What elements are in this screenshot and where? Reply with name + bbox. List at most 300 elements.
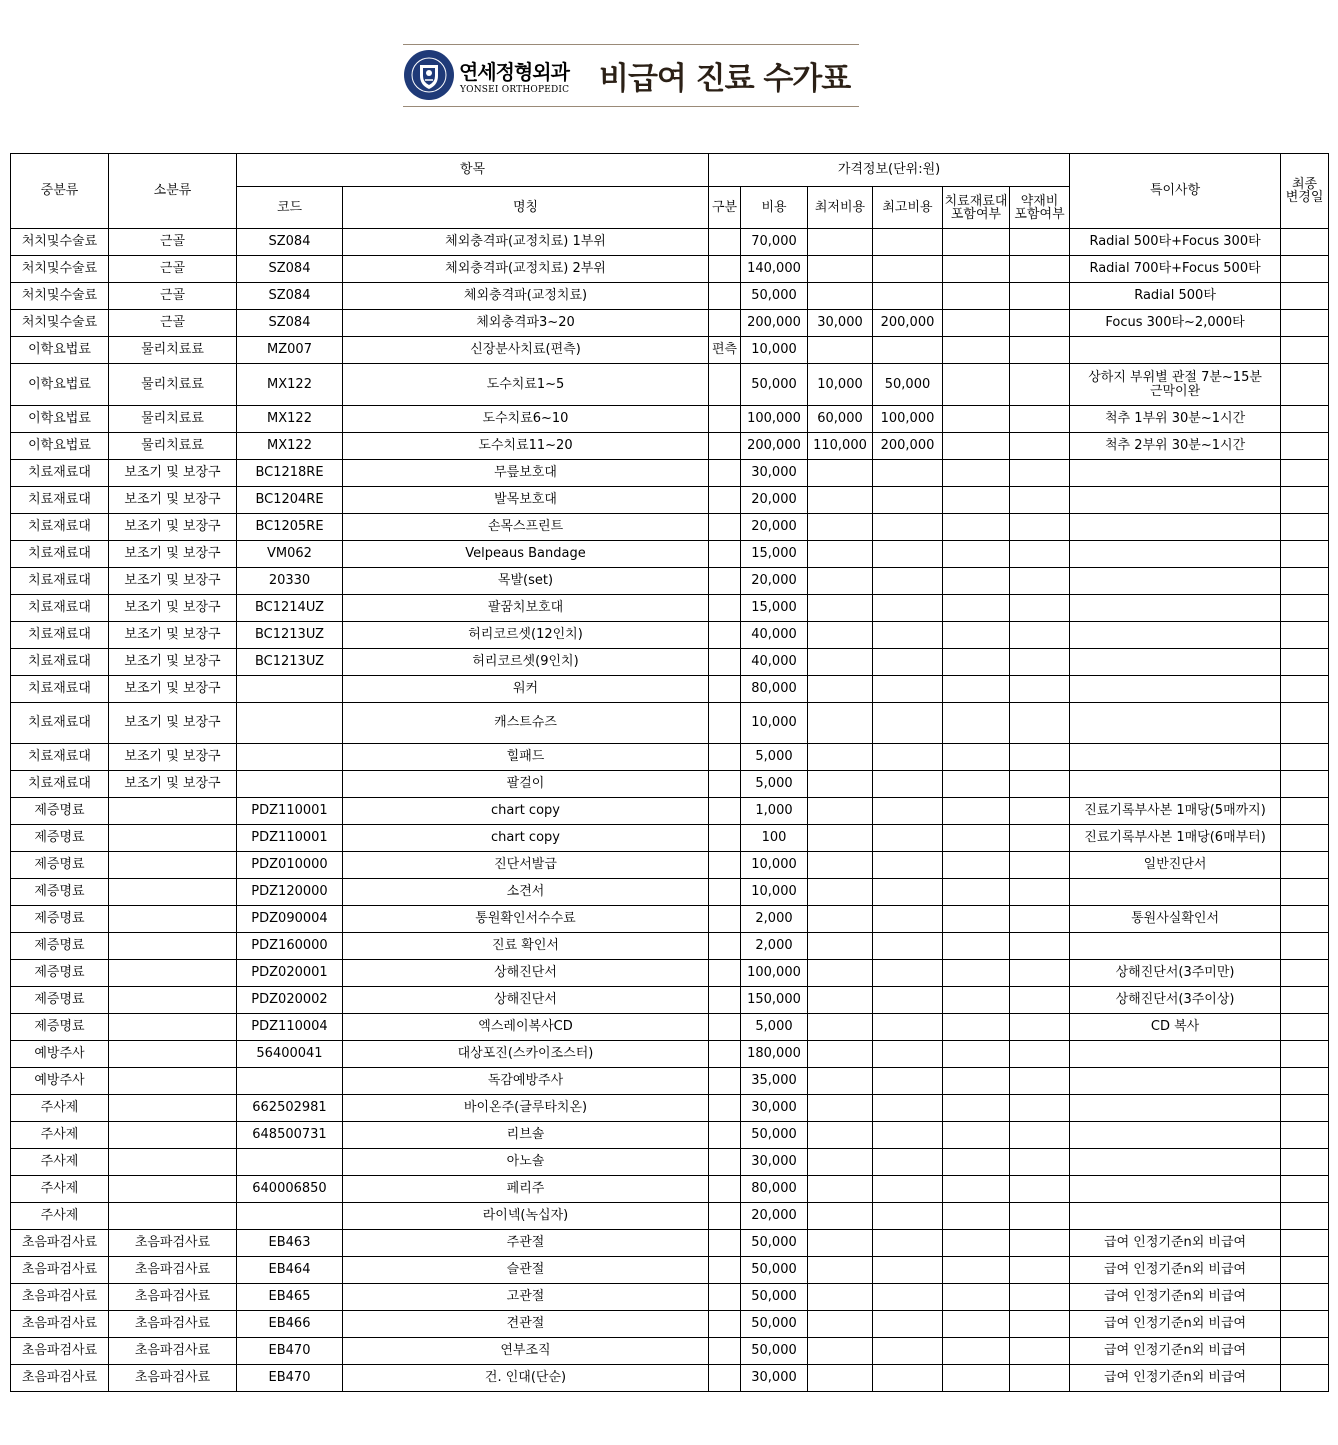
name-cell: 엑스레이복사CD <box>343 1014 709 1041</box>
material-included-cell <box>943 1041 1010 1068</box>
table-row <box>11 487 1329 514</box>
special-note-cell: Radial 700타+Focus 500타 <box>1070 256 1281 283</box>
sub-category-cell: 보조기 및 보장구 <box>109 487 237 514</box>
max-cost-cell <box>873 649 943 676</box>
special-note-cell: 상하지 부위별 관절 7분~15분 근막이완 <box>1070 364 1281 406</box>
code-cell: 640006850 <box>237 1176 343 1203</box>
drug-included-cell <box>1010 1338 1070 1365</box>
code-cell: 648500731 <box>237 1122 343 1149</box>
name-cell: 팔꿈치보호대 <box>343 595 709 622</box>
special-note-cell <box>1070 771 1281 798</box>
special-note-cell <box>1070 1149 1281 1176</box>
cost-cell: 100 <box>741 825 808 852</box>
special-note-cell: 급여 인정기준n외 비급여 <box>1070 1257 1281 1284</box>
drug-included-cell <box>1010 744 1070 771</box>
cost-cell: 1,000 <box>741 798 808 825</box>
cost-cell: 10,000 <box>741 852 808 879</box>
material-included-cell <box>943 1203 1010 1230</box>
code-cell: EB465 <box>237 1284 343 1311</box>
table-row <box>11 1311 1329 1338</box>
division-cell <box>709 514 741 541</box>
drug-included-cell <box>1010 460 1070 487</box>
cost-cell: 50,000 <box>741 283 808 310</box>
name-cell: 힐패드 <box>343 744 709 771</box>
division-cell <box>709 283 741 310</box>
material-included-cell <box>943 1311 1010 1338</box>
table-row <box>11 310 1329 337</box>
last-changed-cell <box>1281 310 1329 337</box>
code-cell: PDZ160000 <box>237 933 343 960</box>
drug-included-cell <box>1010 364 1070 406</box>
code-cell: PDZ020002 <box>237 987 343 1014</box>
sub-category-cell <box>109 1014 237 1041</box>
code-cell: SZ084 <box>237 229 343 256</box>
material-included-cell <box>943 960 1010 987</box>
material-included-cell <box>943 649 1010 676</box>
code-cell: EB470 <box>237 1365 343 1392</box>
sub-category-cell <box>109 852 237 879</box>
mid-category-cell: 처치및수술료 <box>11 256 109 283</box>
page-title: 비급여 진료 수가표 <box>599 61 851 97</box>
min-cost-cell: 30,000 <box>808 310 873 337</box>
special-note-cell <box>1070 622 1281 649</box>
drug-included-cell <box>1010 256 1070 283</box>
header-sub-category: 소분류 <box>109 154 237 229</box>
table-row <box>11 1095 1329 1122</box>
min-cost-cell <box>808 1257 873 1284</box>
material-included-cell <box>943 256 1010 283</box>
special-note-cell <box>1070 676 1281 703</box>
max-cost-cell <box>873 622 943 649</box>
max-cost-cell <box>873 337 943 364</box>
sub-category-cell: 물리치료료 <box>109 406 237 433</box>
sub-category-cell <box>109 1095 237 1122</box>
last-changed-cell <box>1281 229 1329 256</box>
drug-included-cell <box>1010 676 1070 703</box>
name-cell: 진단서발급 <box>343 852 709 879</box>
min-cost-cell <box>808 1203 873 1230</box>
division-cell <box>709 879 741 906</box>
name-cell: 페리주 <box>343 1176 709 1203</box>
max-cost-cell <box>873 1176 943 1203</box>
code-cell: MX122 <box>237 364 343 406</box>
special-note-cell: Focus 300타~2,000타 <box>1070 310 1281 337</box>
last-changed-cell <box>1281 1284 1329 1311</box>
special-note-cell <box>1070 514 1281 541</box>
sub-category-cell: 보조기 및 보장구 <box>109 568 237 595</box>
table-row <box>11 798 1329 825</box>
drug-included-cell <box>1010 825 1070 852</box>
name-cell: 체외충격파(교정치료) 2부위 <box>343 256 709 283</box>
mid-category-cell: 처치및수술료 <box>11 283 109 310</box>
mid-category-cell: 제증명료 <box>11 798 109 825</box>
mid-category-cell: 주사제 <box>11 1176 109 1203</box>
special-note-cell <box>1070 1095 1281 1122</box>
code-cell <box>237 703 343 744</box>
code-cell: MZ007 <box>237 337 343 364</box>
last-changed-cell <box>1281 514 1329 541</box>
cost-cell: 30,000 <box>741 460 808 487</box>
min-cost-cell <box>808 879 873 906</box>
name-cell: 상해진단서 <box>343 960 709 987</box>
material-included-cell <box>943 1176 1010 1203</box>
max-cost-cell <box>873 933 943 960</box>
sub-category-cell <box>109 825 237 852</box>
name-cell: 캐스트슈즈 <box>343 703 709 744</box>
max-cost-cell <box>873 283 943 310</box>
drug-included-cell <box>1010 514 1070 541</box>
material-included-cell <box>943 541 1010 568</box>
max-cost-cell <box>873 1041 943 1068</box>
cost-cell: 20,000 <box>741 487 808 514</box>
max-cost-cell <box>873 987 943 1014</box>
cost-cell: 30,000 <box>741 1365 808 1392</box>
code-cell: PDZ110004 <box>237 1014 343 1041</box>
min-cost-cell <box>808 744 873 771</box>
code-cell: 20330 <box>237 568 343 595</box>
table-row <box>11 676 1329 703</box>
sub-category-cell: 보조기 및 보장구 <box>109 771 237 798</box>
last-changed-cell <box>1281 622 1329 649</box>
mid-category-cell: 예방주사 <box>11 1068 109 1095</box>
code-cell <box>237 676 343 703</box>
header-special-notes: 특이사항 <box>1070 154 1281 229</box>
material-included-cell <box>943 744 1010 771</box>
material-included-cell <box>943 433 1010 460</box>
min-cost-cell <box>808 1338 873 1365</box>
name-cell: 통원확인서수수료 <box>343 906 709 933</box>
drug-included-cell <box>1010 595 1070 622</box>
name-cell: 주관절 <box>343 1230 709 1257</box>
code-cell <box>237 1203 343 1230</box>
drug-included-cell <box>1010 229 1070 256</box>
material-included-cell <box>943 622 1010 649</box>
last-changed-cell <box>1281 744 1329 771</box>
sub-category-cell: 보조기 및 보장구 <box>109 622 237 649</box>
drug-included-cell <box>1010 933 1070 960</box>
min-cost-cell <box>808 798 873 825</box>
drug-included-cell <box>1010 622 1070 649</box>
min-cost-cell <box>808 283 873 310</box>
special-note-cell <box>1070 649 1281 676</box>
name-cell: 체외충격파3~20 <box>343 310 709 337</box>
last-changed-cell <box>1281 852 1329 879</box>
cost-cell: 40,000 <box>741 622 808 649</box>
table-row <box>11 406 1329 433</box>
mid-category-cell: 예방주사 <box>11 1041 109 1068</box>
header-price-info: 가격정보(단위:원) <box>709 154 1070 187</box>
table-row <box>11 622 1329 649</box>
division-cell <box>709 433 741 460</box>
last-changed-cell <box>1281 595 1329 622</box>
drug-included-cell <box>1010 310 1070 337</box>
material-included-cell <box>943 364 1010 406</box>
table-row <box>11 987 1329 1014</box>
min-cost-cell: 10,000 <box>808 364 873 406</box>
special-note-cell: 진료기록부사본 1매당(5매까지) <box>1070 798 1281 825</box>
mid-category-cell: 제증명료 <box>11 825 109 852</box>
max-cost-cell <box>873 1149 943 1176</box>
last-changed-cell <box>1281 1257 1329 1284</box>
header-material-included: 치료재료대 포함여부 <box>943 187 1010 229</box>
table-row <box>11 960 1329 987</box>
cost-cell: 80,000 <box>741 676 808 703</box>
min-cost-cell <box>808 541 873 568</box>
sub-category-cell: 초음파검사료 <box>109 1230 237 1257</box>
header-name: 명칭 <box>343 187 709 229</box>
min-cost-cell <box>808 906 873 933</box>
table-row <box>11 1041 1329 1068</box>
code-cell <box>237 771 343 798</box>
special-note-cell: 척추 2부위 30분~1시간 <box>1070 433 1281 460</box>
yonsei-emblem-logo <box>403 49 455 101</box>
cost-cell: 2,000 <box>741 933 808 960</box>
material-included-cell <box>943 1257 1010 1284</box>
header-cost: 비용 <box>741 187 808 229</box>
table-row <box>11 229 1329 256</box>
division-cell <box>709 568 741 595</box>
division-cell <box>709 771 741 798</box>
table-row <box>11 283 1329 310</box>
special-note-cell: 급여 인정기준n외 비급여 <box>1070 1284 1281 1311</box>
max-cost-cell <box>873 1203 943 1230</box>
table-row <box>11 1365 1329 1392</box>
max-cost-cell <box>873 798 943 825</box>
mid-category-cell: 이학요법료 <box>11 337 109 364</box>
division-cell <box>709 649 741 676</box>
last-changed-cell <box>1281 825 1329 852</box>
name-cell: 라이넥(녹십자) <box>343 1203 709 1230</box>
sub-category-cell: 초음파검사료 <box>109 1284 237 1311</box>
division-cell <box>709 1203 741 1230</box>
division-cell <box>709 1230 741 1257</box>
mid-category-cell: 치료재료대 <box>11 703 109 744</box>
name-cell: 바이온주(글루타치온) <box>343 1095 709 1122</box>
sub-category-cell: 물리치료료 <box>109 364 237 406</box>
mid-category-cell: 제증명료 <box>11 879 109 906</box>
sub-category-cell: 초음파검사료 <box>109 1365 237 1392</box>
max-cost-cell <box>873 256 943 283</box>
division-cell <box>709 744 741 771</box>
table-row <box>11 771 1329 798</box>
sub-category-cell: 초음파검사료 <box>109 1311 237 1338</box>
header-code: 코드 <box>237 187 343 229</box>
drug-included-cell <box>1010 879 1070 906</box>
cost-cell: 150,000 <box>741 987 808 1014</box>
special-note-cell: 급여 인정기준n외 비급여 <box>1070 1338 1281 1365</box>
sub-category-cell <box>109 879 237 906</box>
division-cell <box>709 1257 741 1284</box>
cost-cell: 200,000 <box>741 433 808 460</box>
cost-cell: 100,000 <box>741 406 808 433</box>
cost-cell: 5,000 <box>741 744 808 771</box>
division-cell <box>709 310 741 337</box>
max-cost-cell <box>873 595 943 622</box>
document-header <box>403 44 859 107</box>
code-cell: EB464 <box>237 1257 343 1284</box>
header-mid-category: 중분류 <box>11 154 109 229</box>
material-included-cell <box>943 933 1010 960</box>
division-cell <box>709 622 741 649</box>
cost-cell: 40,000 <box>741 649 808 676</box>
division-cell <box>709 1176 741 1203</box>
header-last-changed: 최종 변경일 <box>1281 154 1329 229</box>
special-note-cell: 급여 인정기준n외 비급여 <box>1070 1311 1281 1338</box>
min-cost-cell <box>808 256 873 283</box>
min-cost-cell <box>808 514 873 541</box>
mid-category-cell: 치료재료대 <box>11 771 109 798</box>
sub-category-cell: 근골 <box>109 256 237 283</box>
table-row <box>11 1122 1329 1149</box>
min-cost-cell <box>808 1230 873 1257</box>
min-cost-cell <box>808 1311 873 1338</box>
division-cell <box>709 1014 741 1041</box>
name-cell: 도수치료6~10 <box>343 406 709 433</box>
name-cell: 팔걸이 <box>343 771 709 798</box>
sub-category-cell: 근골 <box>109 283 237 310</box>
division-cell <box>709 798 741 825</box>
last-changed-cell <box>1281 1203 1329 1230</box>
mid-category-cell: 치료재료대 <box>11 595 109 622</box>
name-cell: chart copy <box>343 825 709 852</box>
min-cost-cell <box>808 676 873 703</box>
table-row <box>11 1338 1329 1365</box>
material-included-cell <box>943 406 1010 433</box>
code-cell: PDZ010000 <box>237 852 343 879</box>
table-row <box>11 1014 1329 1041</box>
max-cost-cell: 50,000 <box>873 364 943 406</box>
last-changed-cell <box>1281 1365 1329 1392</box>
code-cell: PDZ120000 <box>237 879 343 906</box>
drug-included-cell <box>1010 283 1070 310</box>
last-changed-cell <box>1281 460 1329 487</box>
special-note-cell <box>1070 1122 1281 1149</box>
table-row <box>11 595 1329 622</box>
division-cell <box>709 364 741 406</box>
sub-category-cell: 보조기 및 보장구 <box>109 541 237 568</box>
special-note-cell <box>1070 1068 1281 1095</box>
material-included-cell <box>943 771 1010 798</box>
division-cell <box>709 1122 741 1149</box>
sub-category-cell <box>109 798 237 825</box>
sub-category-cell <box>109 1122 237 1149</box>
max-cost-cell <box>873 1365 943 1392</box>
drug-included-cell <box>1010 487 1070 514</box>
division-cell <box>709 256 741 283</box>
table-row <box>11 1149 1329 1176</box>
table-row <box>11 364 1329 406</box>
sub-category-cell: 보조기 및 보장구 <box>109 595 237 622</box>
min-cost-cell <box>808 1122 873 1149</box>
sub-category-cell: 보조기 및 보장구 <box>109 676 237 703</box>
mid-category-cell: 치료재료대 <box>11 676 109 703</box>
mid-category-cell: 초음파검사료 <box>11 1311 109 1338</box>
max-cost-cell <box>873 1122 943 1149</box>
mid-category-cell: 초음파검사료 <box>11 1230 109 1257</box>
mid-category-cell: 주사제 <box>11 1149 109 1176</box>
table-row <box>11 541 1329 568</box>
division-cell <box>709 487 741 514</box>
last-changed-cell <box>1281 798 1329 825</box>
mid-category-cell: 주사제 <box>11 1203 109 1230</box>
clinic-name: 연세정형외과 <box>459 60 569 84</box>
sub-category-cell <box>109 1149 237 1176</box>
drug-included-cell <box>1010 541 1070 568</box>
special-note-cell: Radial 500타+Focus 300타 <box>1070 229 1281 256</box>
cost-cell: 30,000 <box>741 1149 808 1176</box>
name-cell: 아노솔 <box>343 1149 709 1176</box>
material-included-cell <box>943 1284 1010 1311</box>
fee-table-body <box>11 229 1329 1392</box>
material-included-cell <box>943 568 1010 595</box>
max-cost-cell <box>873 568 943 595</box>
header-item: 항목 <box>237 154 709 187</box>
max-cost-cell <box>873 541 943 568</box>
mid-category-cell: 이학요법료 <box>11 406 109 433</box>
min-cost-cell <box>808 460 873 487</box>
division-cell <box>709 1311 741 1338</box>
max-cost-cell <box>873 703 943 744</box>
table-row <box>11 1176 1329 1203</box>
material-included-cell <box>943 825 1010 852</box>
max-cost-cell <box>873 852 943 879</box>
mid-category-cell: 치료재료대 <box>11 568 109 595</box>
material-included-cell <box>943 337 1010 364</box>
code-cell: 56400041 <box>237 1041 343 1068</box>
cost-cell: 140,000 <box>741 256 808 283</box>
sub-category-cell <box>109 987 237 1014</box>
material-included-cell <box>943 852 1010 879</box>
last-changed-cell <box>1281 676 1329 703</box>
division-cell <box>709 229 741 256</box>
drug-included-cell <box>1010 337 1070 364</box>
drug-included-cell <box>1010 406 1070 433</box>
division-cell <box>709 703 741 744</box>
cost-cell: 35,000 <box>741 1068 808 1095</box>
clinic-name-english: YONSEI ORTHOPEDIC <box>460 85 570 95</box>
special-note-cell: Radial 500타 <box>1070 283 1281 310</box>
min-cost-cell <box>808 1068 873 1095</box>
cost-cell: 20,000 <box>741 568 808 595</box>
name-cell: 연부조직 <box>343 1338 709 1365</box>
code-cell: MX122 <box>237 433 343 460</box>
table-row <box>11 1068 1329 1095</box>
material-included-cell <box>943 703 1010 744</box>
code-cell: SZ084 <box>237 310 343 337</box>
mid-category-cell: 제증명료 <box>11 987 109 1014</box>
code-cell: MX122 <box>237 406 343 433</box>
sub-category-cell: 보조기 및 보장구 <box>109 460 237 487</box>
material-included-cell <box>943 987 1010 1014</box>
drug-included-cell <box>1010 1230 1070 1257</box>
min-cost-cell <box>808 487 873 514</box>
material-included-cell <box>943 879 1010 906</box>
last-changed-cell <box>1281 1095 1329 1122</box>
table-row <box>11 1284 1329 1311</box>
sub-category-cell: 근골 <box>109 229 237 256</box>
drug-included-cell <box>1010 1041 1070 1068</box>
code-cell: BC1213UZ <box>237 649 343 676</box>
mid-category-cell: 처치및수술료 <box>11 310 109 337</box>
cost-cell: 50,000 <box>741 1230 808 1257</box>
table-row <box>11 433 1329 460</box>
min-cost-cell <box>808 987 873 1014</box>
max-cost-cell <box>873 1068 943 1095</box>
material-included-cell <box>943 1149 1010 1176</box>
drug-included-cell <box>1010 1311 1070 1338</box>
code-cell: PDZ110001 <box>237 825 343 852</box>
last-changed-cell <box>1281 487 1329 514</box>
